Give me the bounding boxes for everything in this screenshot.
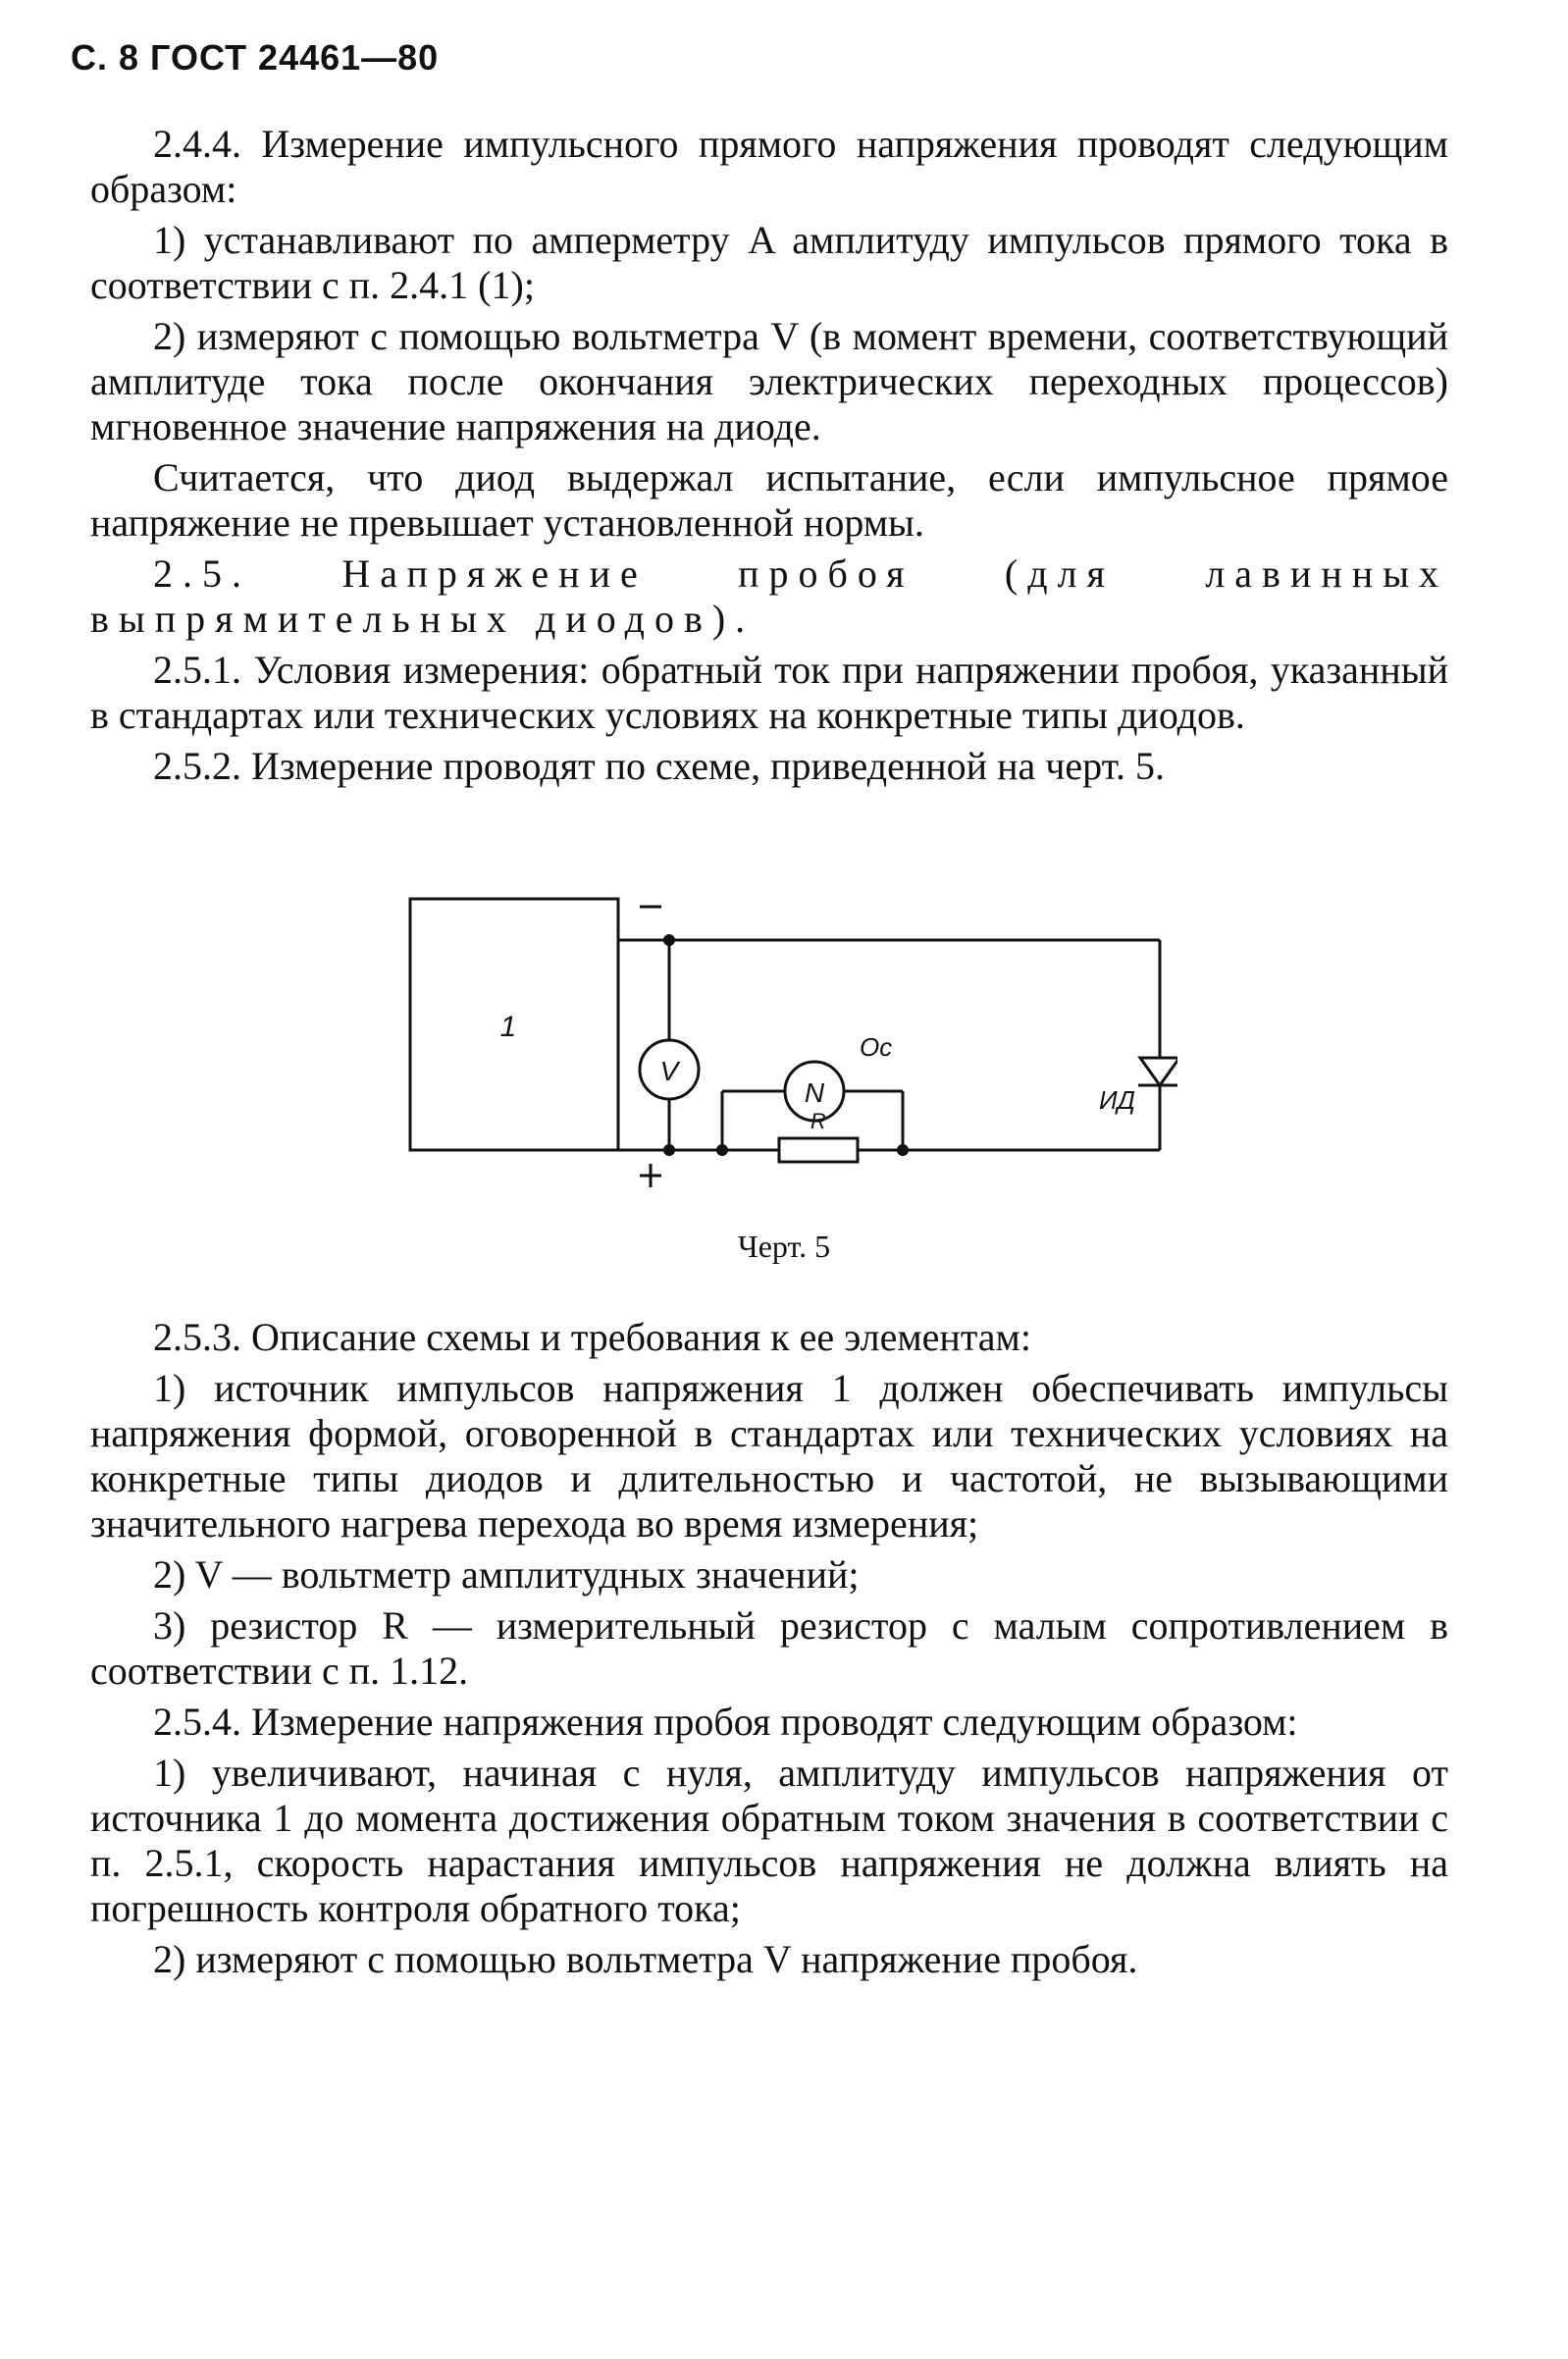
page-header: С. 8 ГОСТ 24461—80 <box>71 37 440 78</box>
paragraph: 3) резистор R — измерительный резистор с малым сопротивлением в соответствии с п. 1.12. <box>90 1603 1448 1693</box>
paragraph: 1) увеличивают, начиная с нуля, амплитуду импульсов напряжения от источника 1 до момента достижения обратным током значения в соответствии с п. 2.5.1, скорость нарастания импульсов напряжения не должна влиять на погрешность контроля обратного тока; <box>90 1751 1448 1930</box>
figure-caption: Черт. 5 <box>737 1229 831 1264</box>
paragraph: 2.4.4. Измерение импульсного прямого напряжения проводят следующим образом: <box>90 122 1448 211</box>
label-oscilloscope: N <box>804 1077 825 1108</box>
paragraph: 2) измеряют с помощью вольтметра V (в момент времени, соответствующий амплитуде тока после окончания электрических переходных процессов) мгновенное значение напряжения на диоде. <box>90 314 1448 448</box>
junction-dot <box>663 934 675 946</box>
paragraph: 1) источник импульсов напряжения 1 должен обеспечивать импульсы напряжения формой, оговоренной в стандартах или технических условиях на конкретные типы диодов и длительностью и частотой, не вызывающими значительного нагрева перехода во время измерения; <box>90 1366 1448 1546</box>
junction-dot <box>716 1144 728 1156</box>
text-block-lower <box>90 1315 1448 1988</box>
paragraph: 2.5.3. Описание схемы и требования к ее элементам: <box>153 1315 1031 1359</box>
label-diode: ИД <box>1099 1085 1135 1115</box>
circuit-diagram <box>392 864 1177 1197</box>
label-resistor: R <box>810 1109 826 1133</box>
paragraph: 2) V — вольтметр амплитудных значений; <box>153 1552 860 1597</box>
diode-triangle <box>1140 1058 1177 1085</box>
text-block-upper <box>90 122 1448 795</box>
resistor-symbol <box>779 1138 858 1162</box>
junction-dot <box>897 1144 909 1156</box>
paragraph: 2.5. Напряжение пробоя (для лавинных выпрямительных диодов). <box>90 551 1448 641</box>
label-source: 1 <box>499 1011 517 1043</box>
paragraph: Считается, что диод выдержал испытание, если импульсное прямое напряжение не превышает установленной нормы. <box>90 455 1448 545</box>
paragraph: 2.5.4. Измерение напряжения пробоя проводят следующим образом: <box>153 1700 1298 1744</box>
paragraph: 2) измеряют с помощью вольтметра V напряжение пробоя. <box>153 1937 1138 1981</box>
paragraph: 2.5.2. Измерение проводят по схеме, приведенной на черт. 5. <box>153 744 1166 788</box>
paragraph: 2.5.1. Условия измерения: обратный ток при напряжении пробоя, указанный в стандартах или технических условиях на конкретные типы диодов. <box>90 648 1448 737</box>
label-oscilloscope-tag: Ос <box>860 1032 893 1062</box>
label-voltmeter: V <box>659 1056 679 1086</box>
paragraph: 1) устанавливают по амперметру A амплитуду импульсов прямого тока в соответствии с п. 2.4.1 (1); <box>90 218 1448 307</box>
junction-dot <box>663 1144 675 1156</box>
